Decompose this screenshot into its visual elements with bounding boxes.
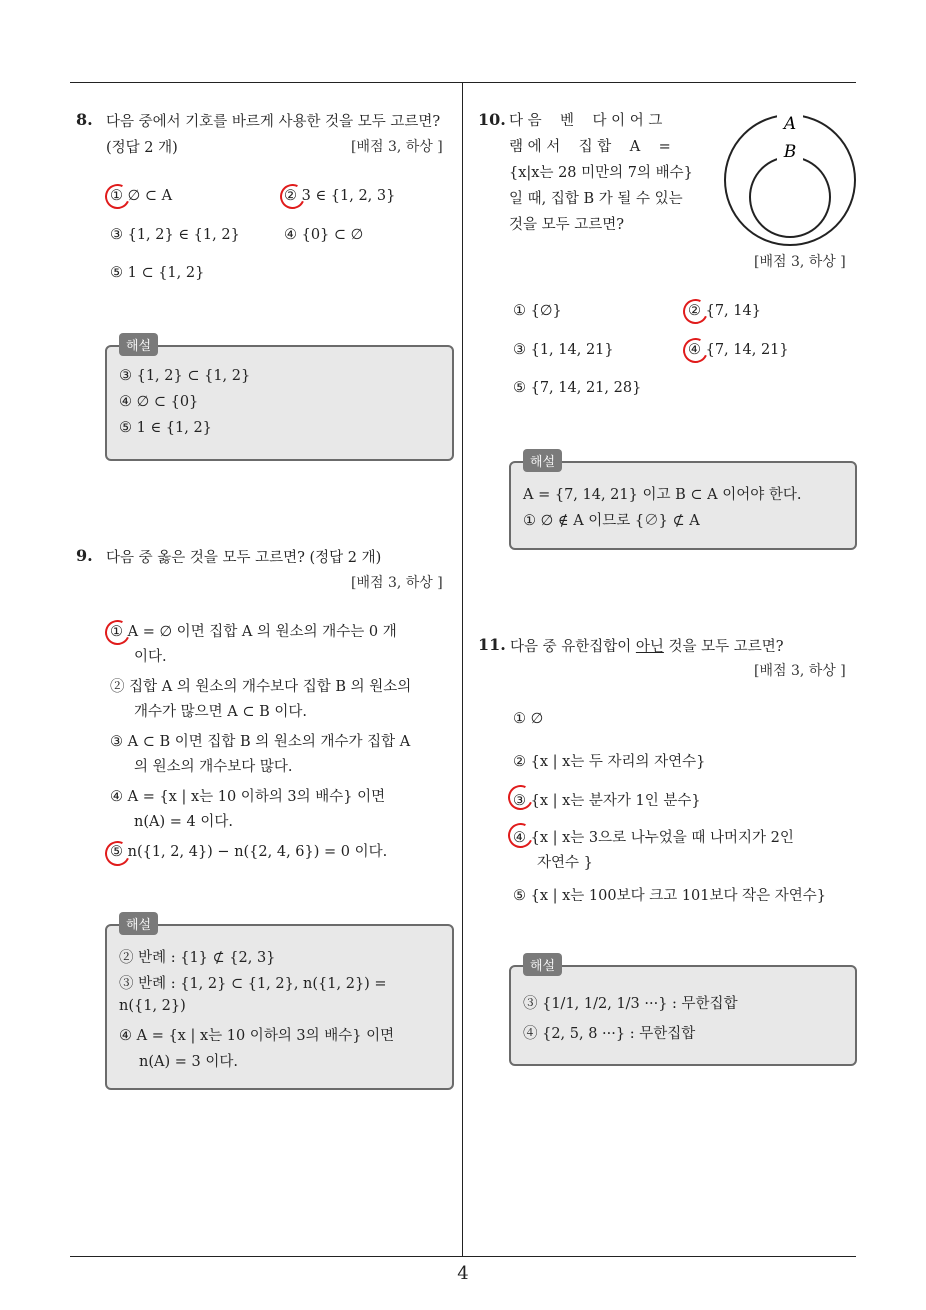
q9-explanation-line: n(A) = 3 이다. (139, 1054, 238, 1070)
q8-meta: [배점 3, 하상 ] (351, 139, 443, 155)
q8-explanation-line: ③ {1, 2} ⊂ {1, 2} (119, 368, 251, 384)
venn-diagram (722, 110, 862, 250)
q9-explanation-line: n({1, 2}) (119, 998, 186, 1014)
answer-mark-circle (679, 295, 711, 327)
venn-label-b: B (783, 142, 797, 162)
q9-choice-line: ① A = ∅ 이면 집합 A 의 원소의 개수는 0 개 (110, 624, 397, 640)
q11-text-pre: 다음 중 유한집합이 (510, 639, 636, 655)
q9-explanation-line: ④ A = {x | x는 10 이하의 3의 배수} 이면 (119, 1028, 395, 1044)
q11-choice-1[interactable]: ① ∅ (513, 711, 544, 727)
q9-choice-line: 이다. (134, 649, 167, 665)
q11-choice-line: ④ {x | x는 3으로 나누었을 때 나머지가 2인 (513, 830, 794, 846)
q8-explanation-line: ④ ∅ ⊂ {0} (119, 394, 199, 410)
q10-text-line: 다 음 벤 다 이 어 그 (509, 113, 663, 129)
q10-explanation-tag: 해설 (523, 449, 562, 472)
q9-choice-line: ③ A ⊂ B 이면 집합 B 의 원소의 개수가 집합 A (110, 734, 411, 750)
q9-choice-2[interactable] (110, 675, 411, 725)
q9-choice-line: ② 집합 A 의 원소의 개수보다 집합 B 의 원소의 (110, 679, 412, 695)
q10-choice-1[interactable]: ① {∅} (513, 303, 562, 319)
q9-choice-line: n(A) = 4 이다. (134, 814, 233, 830)
q10-text-line: 일 때, 집합 B 가 될 수 있는 (509, 191, 683, 207)
q10-choice-5[interactable]: ⑤ {7, 14, 21, 28} (513, 380, 642, 396)
q10-choice-4[interactable]: ④ {7, 14, 21} (688, 342, 789, 358)
q8-number: 8. (76, 110, 93, 129)
q11-number: 11. (478, 635, 506, 654)
q11-choice-4[interactable] (513, 826, 794, 876)
venn-label-a: A (783, 114, 797, 134)
venn-set-b-circle (750, 157, 830, 237)
q9-choice-line: ④ A = {x | x는 10 이하의 3의 배수} 이면 (110, 789, 386, 805)
q11-text-emphasis: 아닌 (635, 639, 664, 655)
q9-choice-line: ⑤ n({1, 2, 4}) − n({2, 4, 6}) = 0 이다. (110, 844, 388, 860)
bottom-rule (70, 1256, 856, 1257)
q9-choice-line: 의 원소의 개수보다 많다. (134, 759, 293, 775)
q9-explanation-line: ③ 반례 : {1, 2} ⊂ {1, 2}, n({1, 2}) = (119, 976, 387, 992)
q10-explanation-line: ① ∅ ∉ A 이므로 {∅} ⊄ A (523, 513, 700, 529)
column-divider (462, 82, 463, 1256)
q11-choice-line: 자연수 } (537, 855, 593, 871)
q9-explanation-tag: 해설 (119, 912, 158, 935)
q8-text: 다음 중에서 기호를 바르게 사용한 것을 모두 고르면? (106, 114, 441, 130)
q8-choice-1[interactable]: ① ∅ ⊂ A (110, 188, 173, 204)
q10-explanation-box (509, 461, 857, 550)
q10-choice-3[interactable]: ③ {1, 14, 21} (513, 342, 614, 358)
q9-choice-5[interactable] (110, 840, 387, 865)
q10-number: 10. (478, 110, 506, 129)
q9-choice-line: 개수가 많으면 A ⊂ B 이다. (134, 704, 307, 720)
q11-text (510, 635, 784, 656)
q8-choice-5[interactable]: ⑤ 1 ⊂ {1, 2} (110, 265, 205, 281)
q9-meta: [배점 3, 하상 ] (351, 575, 443, 591)
q9-choice-1[interactable] (110, 620, 397, 670)
answer-mark-circle (276, 180, 308, 212)
q10-text-line: 것을 모두 고르면? (509, 217, 625, 233)
q10-text-line: 램 에 서 집 합 A = (509, 139, 671, 155)
q9-number: 9. (76, 546, 93, 565)
q10-text-line: {x|x는 28 미만의 7의 배수} (509, 165, 693, 181)
q10-text (509, 108, 693, 238)
q11-explanation-box (509, 965, 857, 1066)
q10-choice-2[interactable]: ② {7, 14} (688, 303, 761, 319)
q8-choice-2[interactable]: ② 3 ∈ {1, 2, 3} (284, 188, 396, 204)
q8-choice-3[interactable]: ③ {1, 2} ∈ {1, 2} (110, 227, 240, 243)
q11-explanation-line: ③ {1/1, 1/2, 1/3 ···} : 무한집합 (523, 996, 738, 1012)
venn-set-a-circle (725, 115, 855, 245)
q11-explanation-tag: 해설 (523, 953, 562, 976)
q9-choice-3[interactable] (110, 730, 410, 780)
q9-choice-4[interactable] (110, 785, 385, 835)
q11-choice-3[interactable]: ③ {x | x는 분자가 1인 분수} (513, 793, 701, 809)
q10-meta: [배점 3, 하상 ] (754, 254, 846, 270)
q8-choice-4[interactable]: ④ {0} ⊂ ∅ (284, 227, 364, 243)
answer-mark-circle (679, 334, 711, 366)
top-rule (70, 82, 856, 83)
q8-explanation-tag: 해설 (119, 333, 158, 356)
q8-answer-count: (정답 2 개) (106, 140, 178, 156)
q11-text-post: 것을 모두 고르면? (663, 639, 784, 655)
q8-explanation-line: ⑤ 1 ∈ {1, 2} (119, 420, 212, 436)
q11-explanation-line: ④ {2, 5, 8 ···} : 무한집합 (523, 1026, 696, 1042)
q11-meta: [배점 3, 하상 ] (754, 663, 846, 679)
q11-choice-5[interactable]: ⑤ {x | x는 100보다 크고 101보다 작은 자연수} (513, 888, 826, 904)
q11-choice-2[interactable]: ② {x | x는 두 자리의 자연수} (513, 754, 706, 770)
answer-mark-circle (101, 180, 133, 212)
page-number: 4 (457, 1263, 469, 1284)
q9-text: 다음 중 옳은 것을 모두 고르면? (정답 2 개) (106, 550, 382, 566)
q10-explanation-line: A = {7, 14, 21} 이고 B ⊂ A 이어야 한다. (523, 487, 802, 503)
q9-explanation-line: ② 반례 : {1} ⊄ {2, 3} (119, 950, 276, 966)
